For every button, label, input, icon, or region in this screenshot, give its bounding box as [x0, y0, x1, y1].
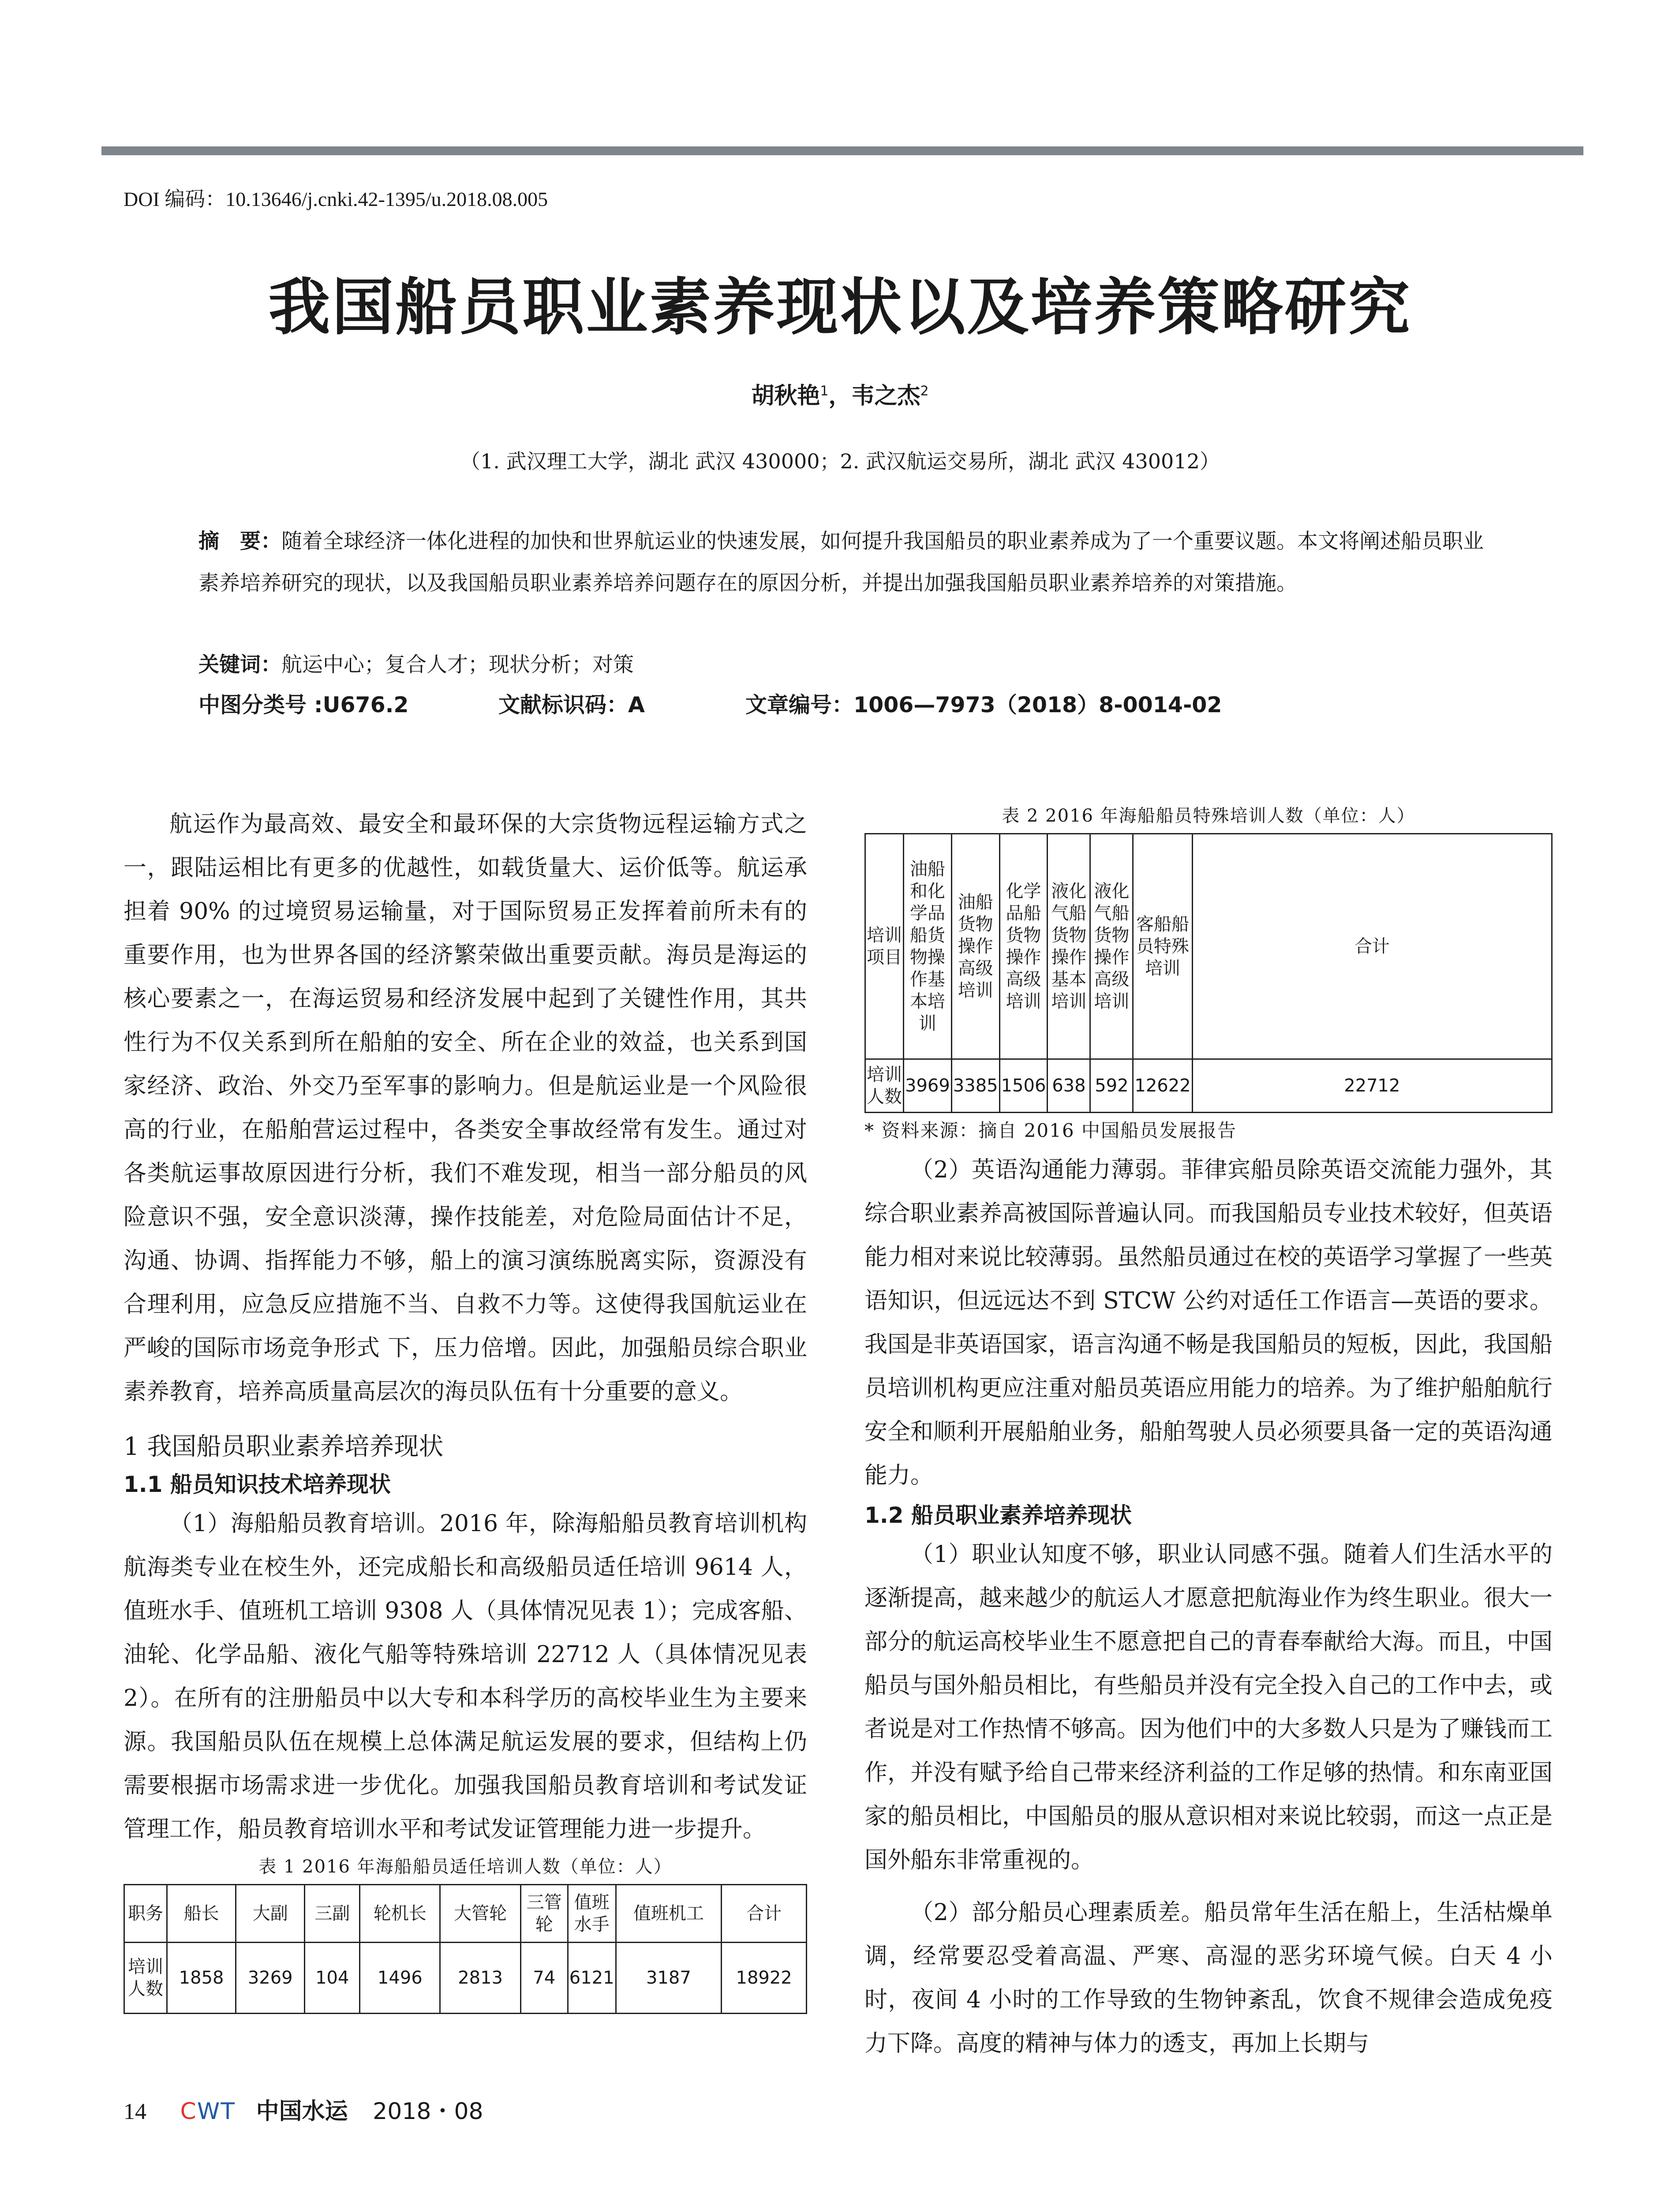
table-2-cell: 1506: [999, 1059, 1048, 1113]
header-rule: [101, 146, 1583, 155]
table-1: [123, 1884, 807, 2014]
table-1-header-cell: 大副: [236, 1885, 305, 1943]
paragraph-3: （1）职业认知度不够，职业认同感不强。随着人们生活水平的逐渐提高，越来越少的航运人才愿意把航海业作为终生职业。很大一部分的航运高校毕业生不愿意把自己的青春奉献给大海。而且，中国船员与国外船员相比，有些船员并没有完全投入自己的工作中去，或者说是对工作热情不够高。因为他们中的大多数人只是为了赚钱而工作，并没有赋予给自己带来经济利益的工作足够的热情。和东南亚国家的船员相比，中国船员的服从意识相对来说比较弱，而这一点正是国外船东非常重视的。: [864, 1541, 1553, 1873]
table-1-header-cell: 三管轮: [520, 1885, 568, 1943]
paragraph-4: （2）部分船员心理素质差。船员常年生活在船上，生活枯燥单调，经常要忍受着高温、严寒、高湿的恶劣环境气候。白天 4 小时，夜间 4 小时的工作导致的生物钟紊乱，饮食不规律会造成免疫力下降。高度的精神与体力的透支，再加上长期与: [864, 1899, 1553, 2057]
table-2-header-cell: 化学品船货物操作高级培训: [999, 834, 1048, 1059]
table-1-header-cell: 值班机工: [616, 1885, 722, 1943]
table-1-header-cell: 船长: [167, 1885, 236, 1943]
table-1-cell: 3269: [236, 1943, 305, 2014]
journal-issue: 2018・08: [373, 2098, 483, 2125]
abstract-text: 随着全球经济一体化进程的加快和世界航运业的快速发展，如何提升我国船员的职业素养成为了一个重要议题。本文将阐述船员职业素养培养研究的现状，以及我国船员职业素养培养问题存在的原因分析，并提出加强我国船员职业素养培养的对策措施。: [198, 529, 1484, 595]
section-1-heading: 1 我国船员职业素养培养现状: [123, 1432, 444, 1461]
article-number: 文章编号：1006—7973（2018）8-0014-02: [745, 692, 1222, 718]
table-1-caption: 表 1 2016 年海船船员适任培训人数（单位：人）: [258, 1857, 672, 1877]
table-1-cell: 1496: [360, 1943, 440, 2014]
table-2-header-cell: 培训项目: [865, 834, 904, 1059]
table-1-cell: 2813: [440, 1943, 520, 2014]
table-2-header-cell: 液化气船货物操作基本培训: [1048, 834, 1090, 1059]
right-column: [864, 800, 1553, 2066]
table-2-cell: 3969: [904, 1059, 952, 1113]
doi: DOI 编码：10.13646/j.cnki.42-1395/u.2018.08.005: [123, 188, 548, 210]
table-2-header-cell: 液化气船货物操作高级培训: [1090, 834, 1133, 1059]
journal-logo: [180, 2098, 236, 2125]
table-1-header-cell: 大管轮: [440, 1885, 520, 1943]
keywords-text: 航运中心；复合人才；现状分析；对策: [281, 653, 634, 677]
paragraph-2: （2）英语沟通能力薄弱。菲律宾船员除英语交流能力强外，其综合职业素养高被国际普遍认同。而我国船员专业技术较好，但英语能力相对来说比较薄弱。虽然船员通过在校的英语学习掌握了一些英语知识，但远远达不到 STCW 公约对适任工作语言—英语的要求。我国是非英语国家，语言沟通不畅是我国船员的短板，因此，我国船员培训机构更应注重对船员英语应用能力的培养。为了维护船舶航行安全和顺利开展船舶业务，船舶驾驶人员必须要具备一定的英语沟通能力。: [864, 1157, 1553, 1489]
table-1-cell: 104: [305, 1943, 360, 2014]
table-2-cell: 12622: [1133, 1059, 1192, 1113]
table-1-header-cell: 合计: [722, 1885, 807, 1943]
table-2: [864, 833, 1553, 1113]
table-1-header-cell: 三副: [305, 1885, 360, 1943]
author-1: 胡秋艳: [751, 383, 820, 409]
table-1-cell: 3187: [616, 1943, 722, 2014]
author-2-mark: 2: [920, 383, 929, 399]
clc-number: 中图分类号 :U676.2: [198, 692, 409, 718]
table-1-data-row: [124, 1943, 807, 2014]
section-1-1-heading: 1.1 船员知识技术培养现状: [123, 1472, 391, 1497]
table-1-cell: 18922: [722, 1943, 807, 2014]
table-2-cell: 638: [1048, 1059, 1090, 1113]
table-1-cell: 1858: [167, 1943, 236, 2014]
abstract-label: 摘 要：: [198, 529, 281, 553]
paragraph-1: （1）海船船员教育培训。2016 年，除海船船员教育培训机构航海类专业在校生外，还完成船长和高级船员适任培训 9614 人，值班水手、值班机工培训 9308 人（具体情况见表 1）；完成客船、油轮、化学品船、液化气船等特殊培训 22712 人（具体情况见表 2）。在所有的注册船员中以大专和本科学历的高校毕业生为主要来源。我国船员队伍在规模上总体满足航运发展的要求，但结构上仍需要根据市场需求进一步优化。加强我国船员教育培训和考试发证管理工作，船员教育培训水平和考试发证管理能力进一步提升。: [123, 1510, 807, 1842]
table-1-cell: 74: [520, 1943, 568, 2014]
table-2-caption: 表 2 2016 年海船船员特殊培训人数（单位：人）: [1002, 806, 1415, 826]
table-1-header-cell: 轮机长: [360, 1885, 440, 1943]
table-2-data-row: [865, 1059, 1552, 1113]
table-2-cell: 592: [1090, 1059, 1133, 1113]
table-2-source-note: * 资料来源：摘自 2016 中国船员发展报告: [864, 1120, 1237, 1141]
table-1-header-cell: 值班水手: [568, 1885, 616, 1943]
table-2-cell: 3385: [951, 1059, 999, 1113]
table-1-header-cell: 职务: [124, 1885, 167, 1943]
abstract: [198, 520, 1504, 604]
document-code: 文献标识码：A: [498, 692, 645, 718]
table-2-header-cell: 客船船员特殊培训: [1133, 834, 1192, 1059]
classification-line: [198, 688, 1222, 719]
table-1-cell: 6121: [568, 1943, 616, 2014]
author-separator: ，: [828, 383, 852, 409]
page-footer: [123, 2093, 483, 2126]
journal-name: 中国水运: [256, 2098, 348, 2125]
table-2-row-label: 培训人数: [865, 1059, 904, 1113]
table-2-cell: 22712: [1192, 1059, 1552, 1113]
affiliation: （1. 武汉理工大学，湖北 武汉 430000；2. 武汉航运交易所，湖北 武汉 430012）: [460, 449, 1220, 473]
table-2-header-cell: 油船货物操作高级培训: [951, 834, 999, 1059]
keywords-label: 关键词：: [198, 653, 281, 677]
author-1-mark: 1: [820, 383, 829, 399]
keywords: [198, 644, 1504, 686]
table-2-header-cell: 合计: [1192, 834, 1552, 1059]
left-column: [123, 803, 807, 2014]
author-2: 韦之杰: [851, 383, 920, 409]
paper-title: 我国船员职业素养现状以及培养策略研究: [268, 272, 1412, 344]
intro-paragraph: 航运作为最高效、最安全和最环保的大宗货物远程运输方式之一，跟陆运相比有更多的优越性，如载货量大、运价低等。航运承担着 90% 的过境贸易运输量，对于国际贸易正发挥着前所未有的重要作用，也为世界各国的经济繁荣做出重要贡献。海员是海运的核心要素之一，在海运贸易和经济发展中起到了关键性作用，其共性行为不仅关系到所在船舶的安全、所在企业的效益，也关系到国家经济、政治、外交乃至军事的影响力。但是航运业是一个风险很高的行业，在船舶营运过程中，各类安全事故经常有发生。通过对各类航运事故原因进行分析，我们不难发现，相当一部分船员的风险意识不强，安全意识淡薄，操作技能差，对危险局面估计不足，沟通、协调、指挥能力不够，船上的演习演练脱离实际，资源没有合理利用，应急反应措施不当、自救不力等。这使得我国航运业在严峻的国际市场竞争形式 下，压力倍增。因此，加强船员综合职业素养教育，培养高质量高层次的海员队伍有十分重要的意义。: [123, 811, 807, 1405]
journal-logo-text: CWT: [180, 2098, 236, 2125]
authors: [0, 377, 1680, 410]
table-1-header-row: [124, 1885, 807, 1943]
table-2-header-row: [865, 834, 1552, 1059]
section-1-2-heading: 1.2 船员职业素养培养现状: [864, 1502, 1132, 1528]
page-number: 14: [123, 2099, 146, 2124]
table-1-row-label: 培训人数: [124, 1943, 167, 2014]
table-2-header-cell: 油船和化学品船货物操作基本培训: [904, 834, 952, 1059]
